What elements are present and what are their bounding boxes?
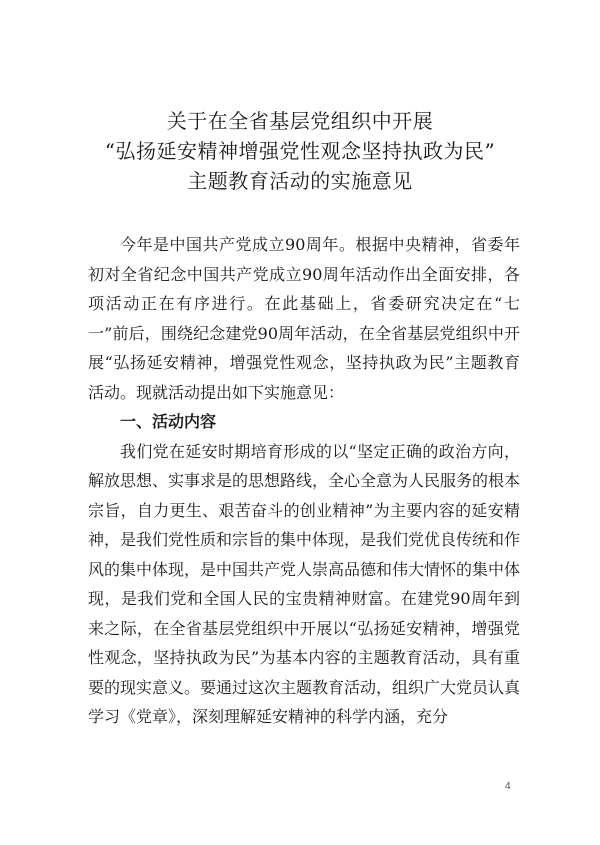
- title-line-1: 关于在全省基层党组织中开展: [166, 109, 434, 133]
- title-line-2: “弘扬延安精神增强党性观念坚持执政为民”: [104, 139, 496, 163]
- intro-paragraph: 今年是中国共产党成立90周年。根据中央精神，省委年初对全省纪念中国共产党成立90周年活动作出全面安排，各项活动正在有序进行。在此基础上，省委研究决定在“七一”前后，围绕纪念建党90周年活动，在全省基层党组织中开展“弘扬延安精神，增强党性观念，坚持执政为民”主题教育活动。现就活动提出如下实施意见：: [88, 235, 520, 402]
- section-heading-activity-content: 一、活动内容: [120, 412, 217, 431]
- title-line-3: 主题教育活动的实施意见: [187, 169, 413, 193]
- page-number: 4: [505, 781, 511, 792]
- document-body: [88, 230, 520, 732]
- document-title: [0, 106, 600, 196]
- section-paragraph-activity-content: 我们党在延安时期培育形成的以“坚定正确的政治方向，解放思想、实事求是的思想路线，全心全意为人民服务的根本宗旨，自力更生、艰苦奋斗的创业精神”为主要内容的延安精神，是我们党性质和宗旨的集中体现，是我们党优良传统和作风的集中体现，是中国共产党人崇高品德和伟大情怀的集中体现，是我们党和全国人民的宝贵精神财富。在建党90周年到来之际，在全省基层党组织中开展以“弘扬延安精神，增强党性观念，坚持执政为民”为基本内容的主题教育活动，具有重要的现实意义。要通过这次主题教育活动，组织广大党员认真学习《党章》，深刻理解延安精神的科学内涵，充分: [88, 441, 521, 726]
